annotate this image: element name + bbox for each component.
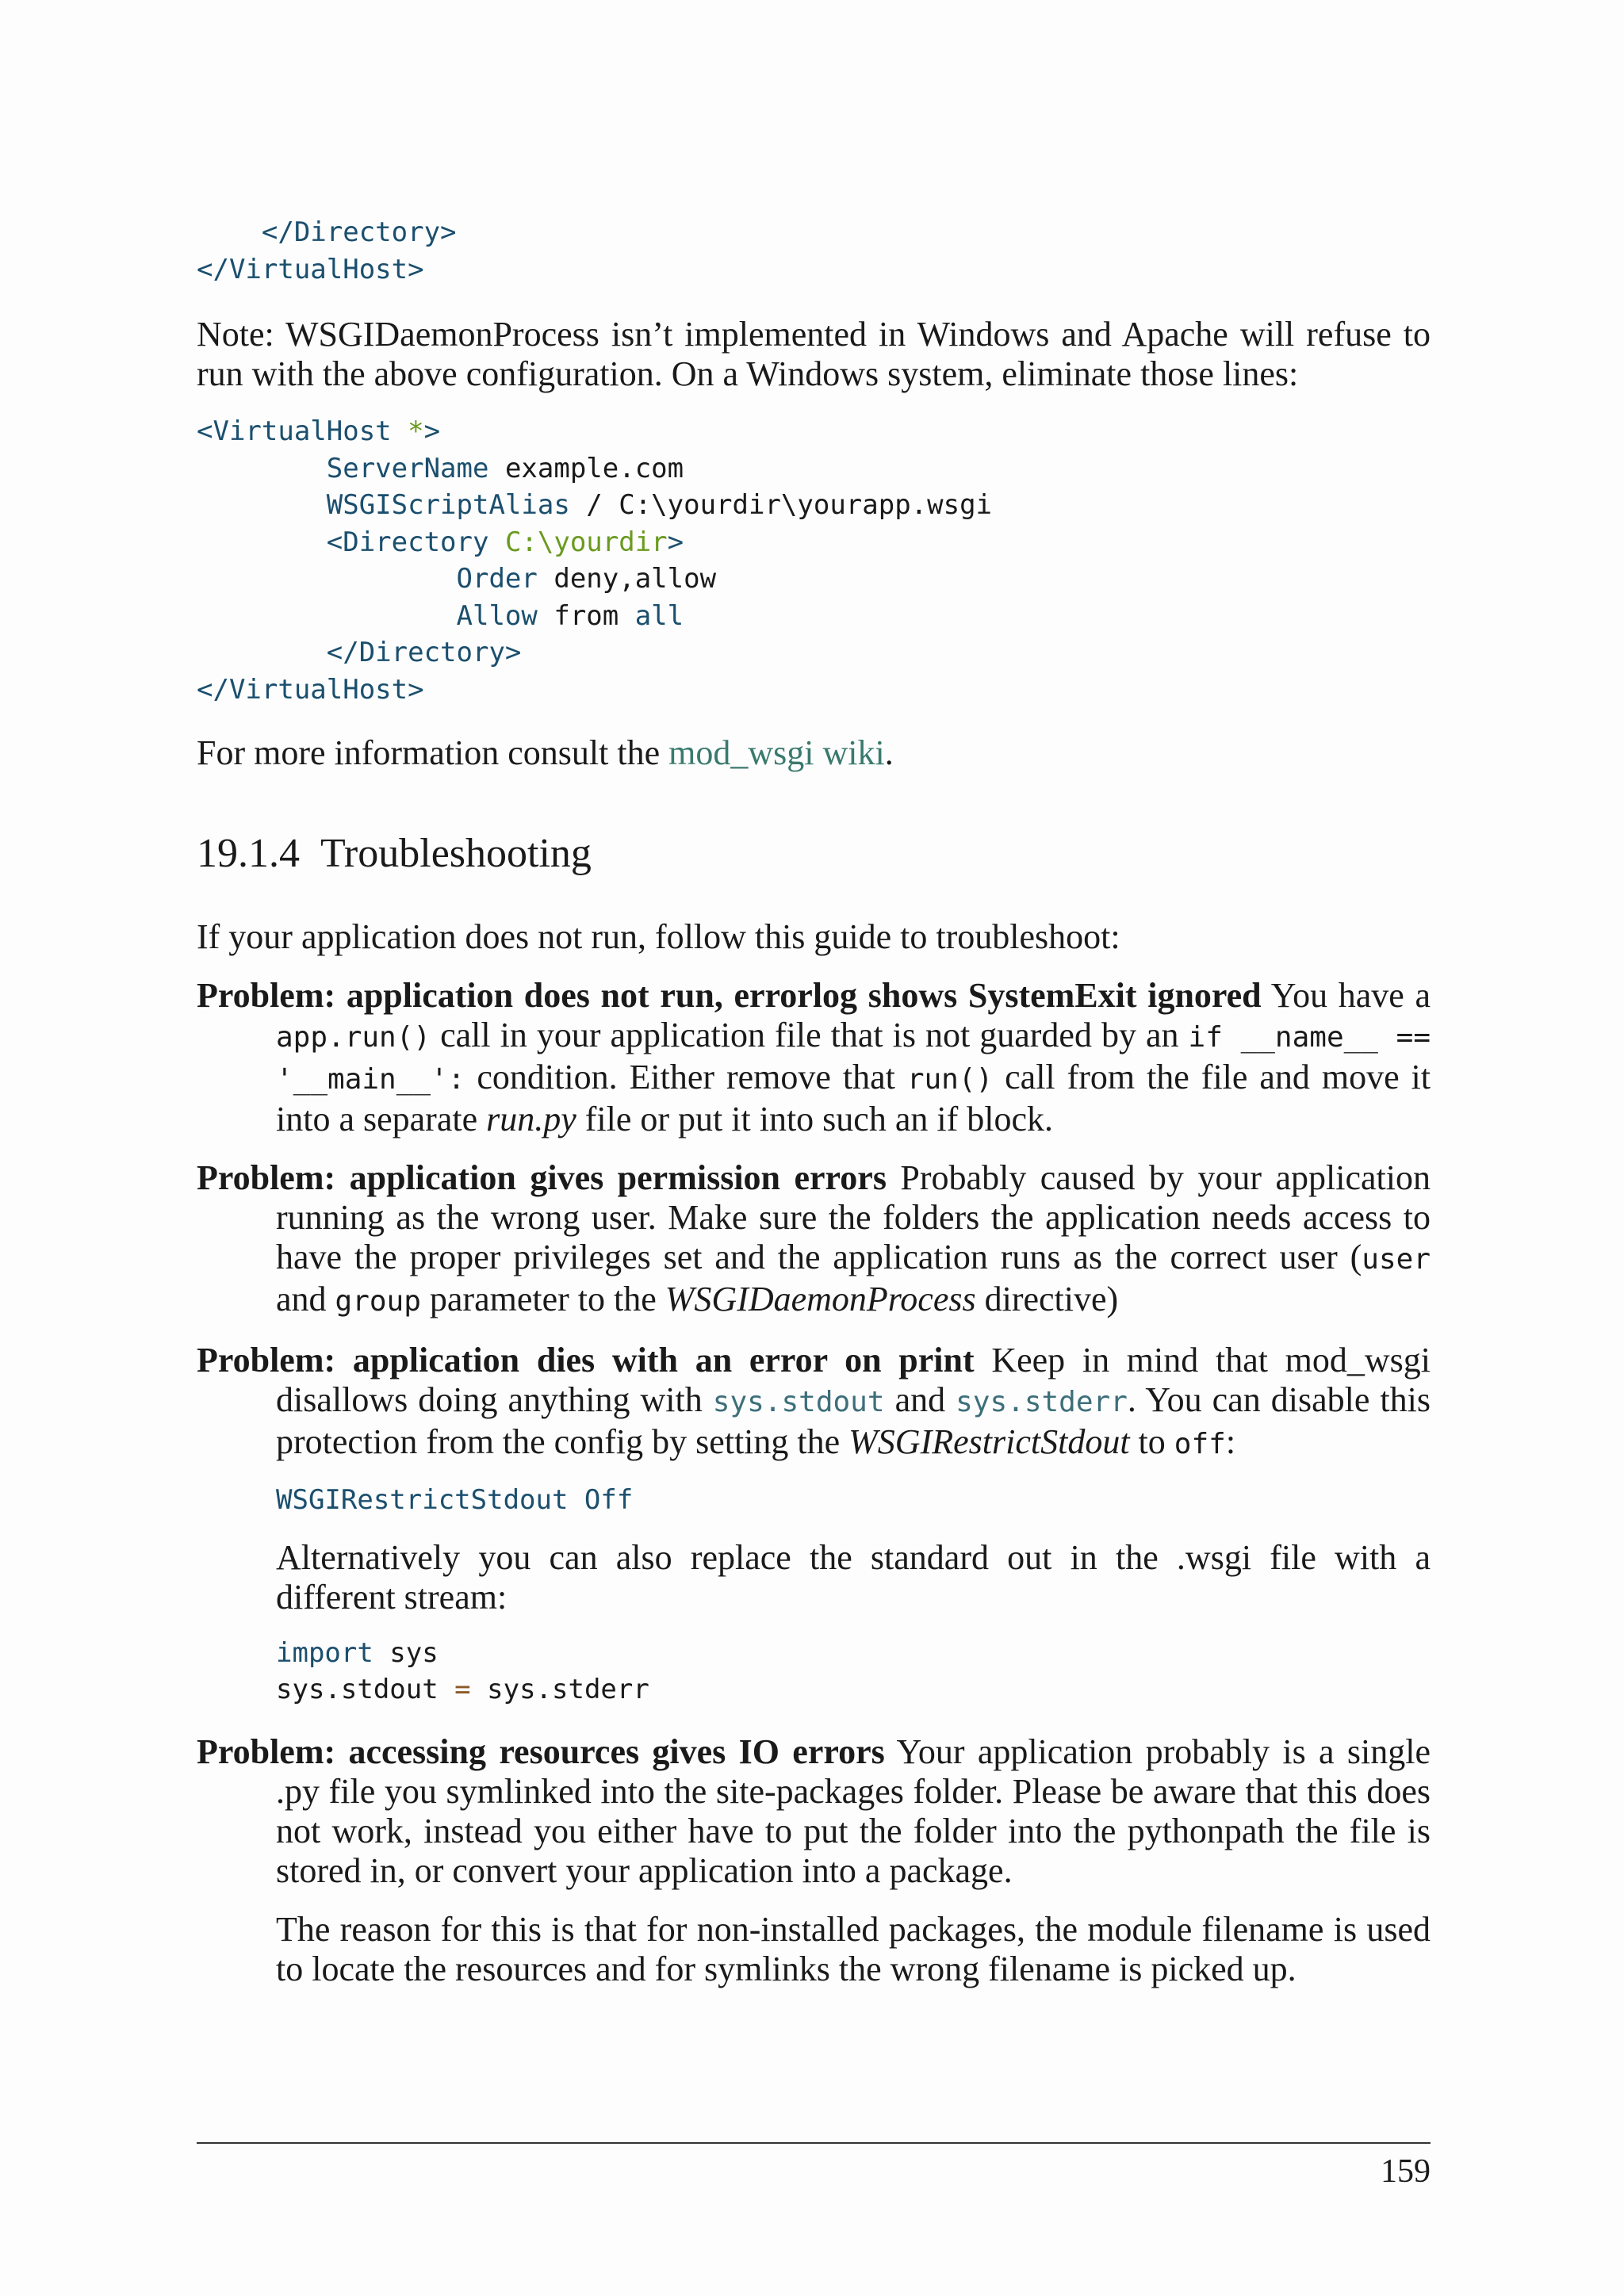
- text-span: and: [884, 1380, 956, 1419]
- code-token: all: [634, 599, 684, 632]
- text-span: and: [276, 1280, 335, 1318]
- code-line: </VirtualHost>: [197, 253, 424, 285]
- code-token: </VirtualHost>: [197, 673, 424, 706]
- code-token: Order: [197, 563, 538, 595]
- code-token: <VirtualHost: [197, 415, 392, 447]
- inline-code: if __name__ == '__main__':: [276, 1021, 1431, 1096]
- code-token: ServerName: [197, 452, 489, 484]
- problem-term: Problem: accessing resources gives IO errors: [197, 1732, 885, 1771]
- inline-code: off: [1174, 1428, 1226, 1460]
- problem-item-permission: [197, 1158, 1431, 1322]
- text-span: parameter to the: [420, 1280, 665, 1318]
- text-span: For more information consult the: [197, 733, 669, 772]
- text-span: directive): [975, 1280, 1119, 1318]
- code-token: sys.stderr: [470, 1674, 649, 1705]
- code-block-windows: [197, 413, 1431, 708]
- text-span: call in your application file that is not guarded by an: [431, 1016, 1189, 1054]
- intro-paragraph: If your application does not run, follow this guide to troubleshoot:: [197, 917, 1120, 956]
- code-token: Allow: [197, 599, 538, 632]
- italic-text: WSGIRestrictStdout: [848, 1422, 1130, 1461]
- text-span: call from the file and move it into a separate: [276, 1058, 1431, 1138]
- code-token: C:\yourdir: [488, 526, 668, 558]
- problem-term: Problem: application dies with an error on print: [197, 1341, 975, 1380]
- text-span: :: [1225, 1422, 1236, 1461]
- section-heading: [197, 830, 1431, 878]
- code-token: </Directory>: [197, 637, 522, 668]
- text-span: You have a: [1261, 976, 1431, 1015]
- problem-term: Problem: application does not run, errorlog shows SystemExit ignored: [197, 976, 1262, 1015]
- section-number: 19.1.4: [197, 831, 300, 876]
- inline-code-reference[interactable]: sys.stdout: [712, 1386, 885, 1418]
- inline-code: run(): [906, 1063, 994, 1096]
- alternative-paragraph: Alternatively you can also replace the standard out in the .wsgi file with a different stream:: [276, 1537, 1431, 1617]
- document-page: [197, 214, 1431, 1989]
- code-token: example.com: [488, 452, 684, 484]
- code-token: =: [454, 1674, 471, 1705]
- footer-rule: [197, 2142, 1431, 2144]
- inline-code: user: [1362, 1243, 1431, 1276]
- inline-code: group: [335, 1285, 421, 1318]
- code-token: deny,allow: [537, 563, 717, 595]
- problem-item-print: [197, 1341, 1431, 1709]
- code-token: / C:\yourdir\yourapp.wsgi: [569, 489, 993, 521]
- note-paragraph: Note: WSGIDaemonProcess isn’t implemented in Windows and Apache will refuse to run with the above configuration. On a Windows system, eliminate those lines:: [197, 315, 1431, 393]
- problem-text: [197, 1732, 1431, 1891]
- code-block-top: [197, 214, 1431, 288]
- code-line: </Directory>: [197, 216, 457, 248]
- problem-term: Problem: application gives permission errors: [197, 1158, 887, 1197]
- code-token: from: [537, 599, 635, 632]
- text-span: Probably caused by your application running as the wrong user. Make sure the folders the application needs access to have the proper privileges set and the application runs as the correct user (: [276, 1158, 1431, 1276]
- text-span: Keep in mind that mod_wsgi disallows doing anything with: [276, 1341, 1431, 1419]
- text-span: file or put it into such an if block.: [576, 1100, 1053, 1138]
- code-block-restrict: [197, 1482, 1431, 1519]
- page-number: 159: [1381, 2153, 1431, 2190]
- mod-wsgi-wiki-link[interactable]: mod_wsgi wiki: [668, 733, 885, 772]
- code-token: import: [276, 1636, 373, 1669]
- inline-code-reference[interactable]: sys.stderr: [956, 1386, 1128, 1418]
- problem-item-systemexit: [197, 976, 1431, 1139]
- code-token: >: [423, 415, 441, 447]
- code-token: *: [391, 415, 424, 447]
- code-token: sys.stdout: [276, 1674, 455, 1705]
- problem-text: [197, 976, 1431, 1139]
- inline-code: app.run(): [276, 1021, 431, 1054]
- code-token: WSGIScriptAlias: [197, 489, 570, 521]
- text-span: condition. Either remove that: [465, 1058, 907, 1096]
- problem-text: [197, 1158, 1431, 1322]
- code-token: sys: [373, 1636, 439, 1669]
- text-span: . You can disable this protection from the config by setting the: [276, 1380, 1431, 1461]
- code-token: >: [667, 526, 684, 558]
- code-token: <Directory: [197, 526, 489, 558]
- reason-paragraph: The reason for this is that for non-installed packages, the module filename is used to locate the resources and for symlinks the wrong filename is picked up.: [276, 1909, 1431, 1988]
- section-title: Troubleshooting: [320, 831, 592, 876]
- code-line: WSGIRestrictStdout Off: [276, 1484, 634, 1516]
- more-info-paragraph: [197, 733, 1431, 773]
- text-span: to: [1129, 1422, 1174, 1461]
- code-block-stdout: [197, 1635, 1431, 1709]
- problem-item-io-errors: [197, 1732, 1431, 1989]
- text-span: Your application probably is a single .py file you symlinked into the site-packages folder. Please be aware that this does not work, instead you either have to put the folder into the pythonpath the file is stored in, or convert your application into a package.: [276, 1732, 1431, 1890]
- text-span: .: [884, 733, 894, 772]
- italic-text: WSGIDaemonProcess: [665, 1280, 976, 1318]
- problem-text: [197, 1341, 1431, 1464]
- italic-text: run.py: [486, 1100, 576, 1138]
